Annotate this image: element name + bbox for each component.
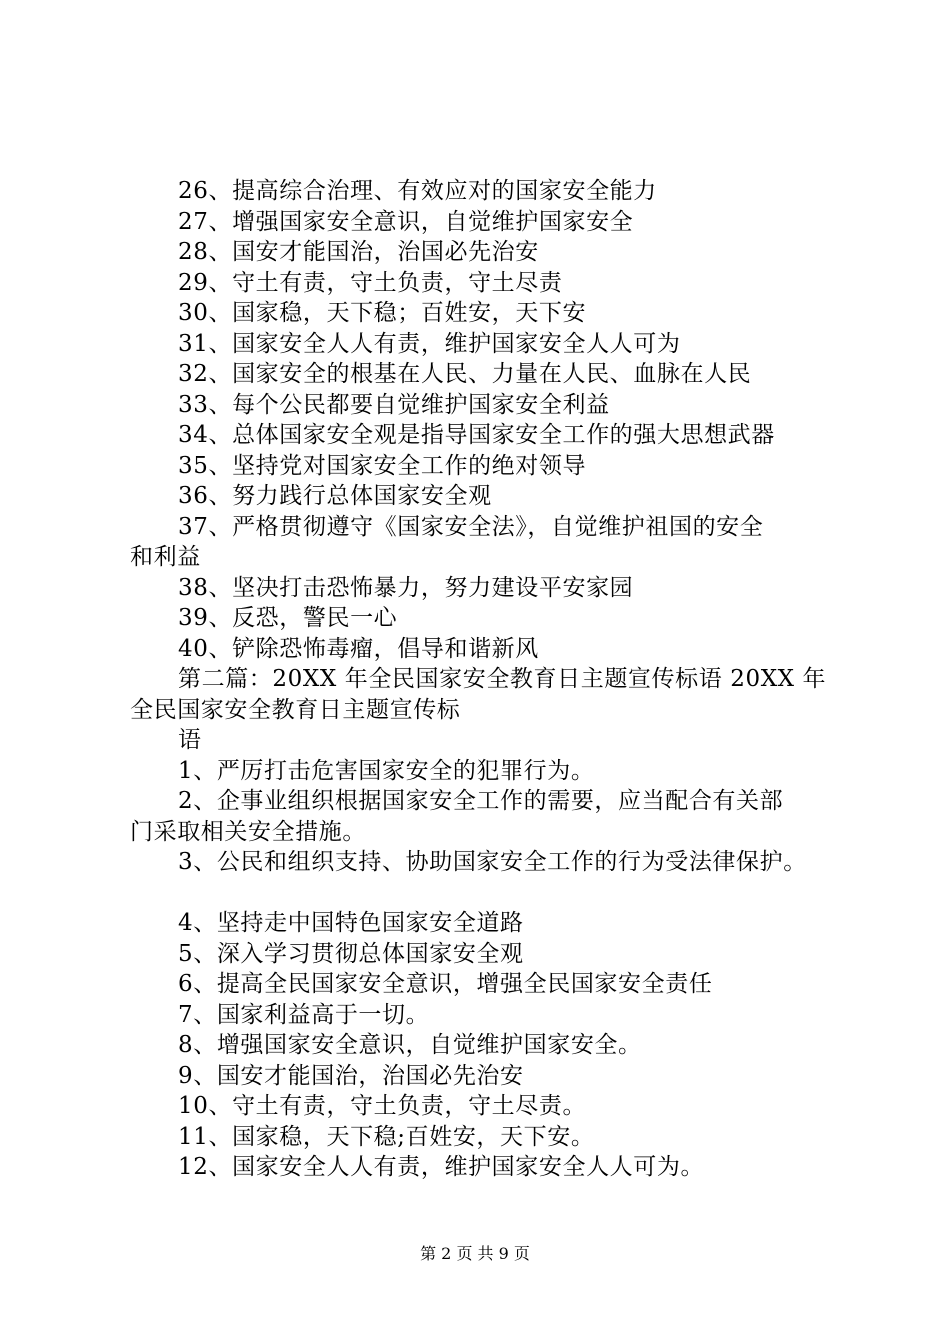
text-line: 5、深入学习贯彻总体国家安全观 bbox=[178, 940, 524, 967]
text-line: 27、增强国家安全意识，自觉维护国家安全 bbox=[178, 208, 634, 235]
text-line: 31、国家安全人人有责，维护国家安全人人可为 bbox=[178, 330, 681, 357]
text-line: 11、国家稳，天下稳;百姓安，天下安。 bbox=[178, 1123, 595, 1150]
text-line: 30、国家稳，天下稳；百姓安，天下安 bbox=[178, 300, 587, 326]
text-line: 语 bbox=[178, 727, 202, 753]
text-line: 8、增强国家安全意识，自觉维护国家安全。 bbox=[178, 1032, 642, 1058]
text-line: 12、国家安全人人有责，维护国家安全人人可为。 bbox=[178, 1154, 705, 1180]
text-line: 38、坚决打击恐怖暴力，努力建设平安家园 bbox=[178, 574, 634, 601]
text-line: 全民国家安全教育日主题宣传标 bbox=[130, 696, 461, 723]
blank-line bbox=[130, 878, 850, 909]
text-line: 3、公民和组织支持、协助国家安全工作的行为受法律保护。 bbox=[178, 849, 807, 875]
text-line: 1、严厉打击危害国家安全的犯罪行为。 bbox=[178, 757, 595, 784]
text-line: 29、守土有责，守土负责，守土尽责 bbox=[178, 269, 563, 296]
text-line: 4、坚持走中国特色国家安全道路 bbox=[178, 910, 524, 936]
text-line: 9、国安才能国治，治国必先治安 bbox=[178, 1062, 524, 1089]
text-line: 和利益 bbox=[130, 544, 201, 570]
text-line: 6、提高全民国家安全意识，增强全民国家安全责任 bbox=[178, 971, 713, 997]
text-line: 34、总体国家安全观是指导国家安全工作的强大思想武器 bbox=[178, 422, 775, 448]
text-line: 26、提高综合治理、有效应对的国家安全能力 bbox=[178, 178, 657, 204]
text-line: 35、坚持党对国家安全工作的绝对领导 bbox=[178, 452, 587, 479]
text-line: 37、严格贯彻遵守《国家安全法》，自觉维护祖国的安全 bbox=[178, 513, 764, 540]
text-line: 第二篇：20XX 年全民国家安全教育日主题宣传标语 20XX 年 bbox=[178, 666, 827, 692]
text-line: 2、企事业组织根据国家安全工作的需要，应当配合有关部 bbox=[178, 788, 784, 814]
text-line: 32、国家安全的根基在人民、力量在人民、血脉在人民 bbox=[178, 361, 752, 387]
text-line: 40、铲除恐怖毒瘤，倡导和谐新风 bbox=[178, 635, 539, 662]
page-footer: 第 2 页 共 9 页 bbox=[420, 1244, 530, 1263]
document-body bbox=[130, 176, 850, 1183]
text-line: 33、每个公民都要自觉维护国家安全利益 bbox=[178, 391, 610, 418]
text-line: 36、努力践行总体国家安全观 bbox=[178, 483, 492, 509]
text-line: 39、反恐，警民一心 bbox=[178, 605, 398, 631]
text-line: 7、国家利益高于一切。 bbox=[178, 1001, 430, 1028]
text-line: 10、守土有责，守土负责，守土尽责。 bbox=[178, 1093, 587, 1119]
text-line: 门采取相关安全措施。 bbox=[130, 818, 366, 845]
text-line: 28、国安才能国治，治国必先治安 bbox=[178, 239, 539, 265]
